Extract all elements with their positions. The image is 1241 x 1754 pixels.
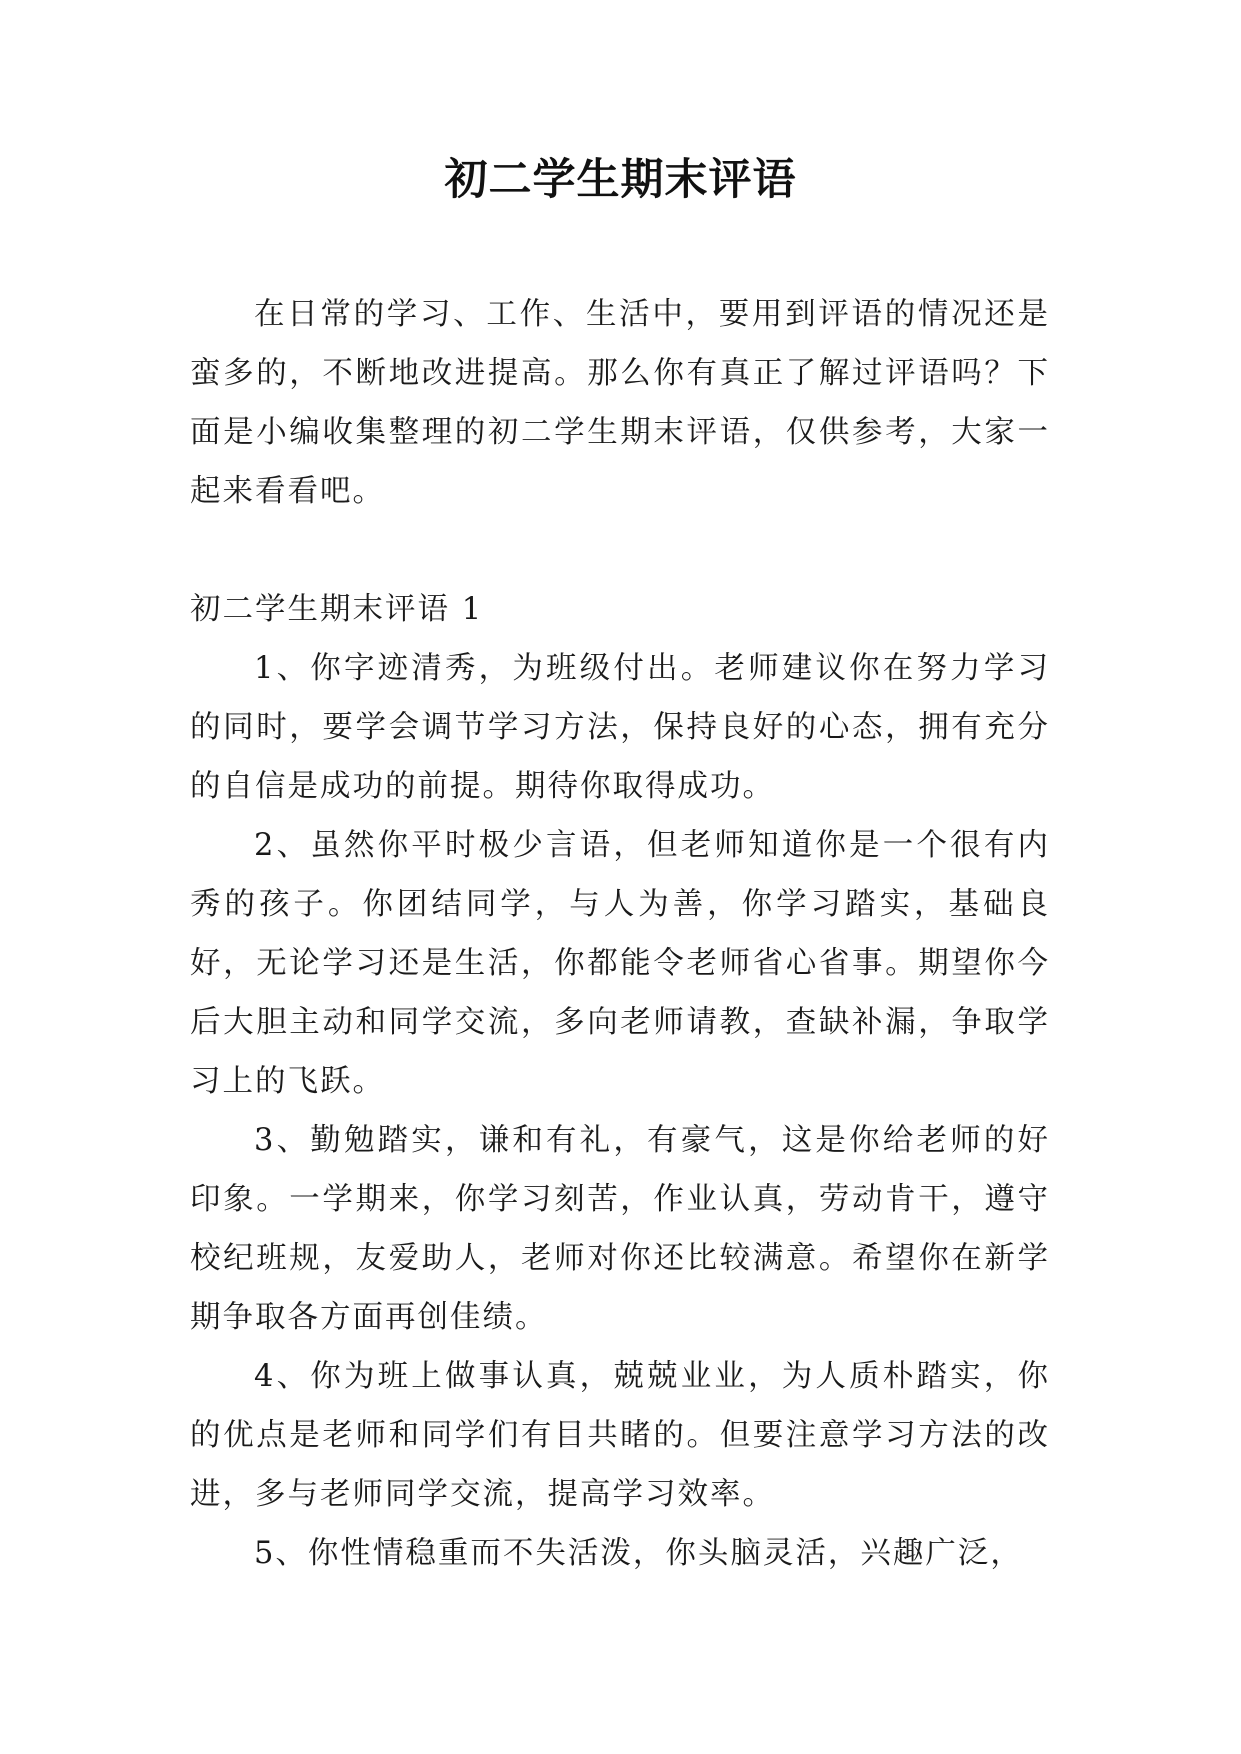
intro-paragraph: 在日常的学习、工作、生活中，要用到评语的情况还是蛮多的，不断地改进提高。那么你有真正了解过评语吗？下面是小编收集整理的初二学生期末评语，仅供参考，大家一起来看看吧。 <box>190 297 1050 509</box>
comment-paragraph-4: 4、你为班上做事认真，兢兢业业，为人质朴踏实，你的优点是老师和同学们有目共睹的。但要注意学习方法的改进，多与老师同学交流，提高学习效率。 <box>190 1359 1050 1512</box>
document-body <box>190 285 1050 1583</box>
document-title: 初二学生期末评语 <box>444 155 797 205</box>
comment-paragraph-2: 2、虽然你平时极少言语，但老师知道你是一个很有内秀的孩子。你团结同学，与人为善，你学习踏实，基础良好，无论学习还是生活，你都能令老师省心省事。期望你今后大胆主动和同学交流，多向老师请教，查缺补漏，争取学习上的飞跃。 <box>190 828 1050 1099</box>
comment-paragraph-5: 5、你性情稳重而不失活泼，你头脑灵活，兴趣广泛， <box>254 1536 1023 1571</box>
comment-paragraph-3: 3、勤勉踏实，谦和有礼，有豪气，这是你给老师的好印象。一学期来，你学习刻苦，作业认真，劳动肯干，遵守校纪班规，友爱助人，老师对你还比较满意。希望你在新学期争取各方面再创佳绩。 <box>190 1123 1050 1335</box>
section-heading: 初二学生期末评语 1 <box>190 592 484 627</box>
comment-paragraph-1: 1、你字迹清秀，为班级付出。老师建议你在努力学习的同时，要学会调节学习方法，保持良好的心态，拥有充分的自信是成功的前提。期待你取得成功。 <box>190 651 1050 804</box>
